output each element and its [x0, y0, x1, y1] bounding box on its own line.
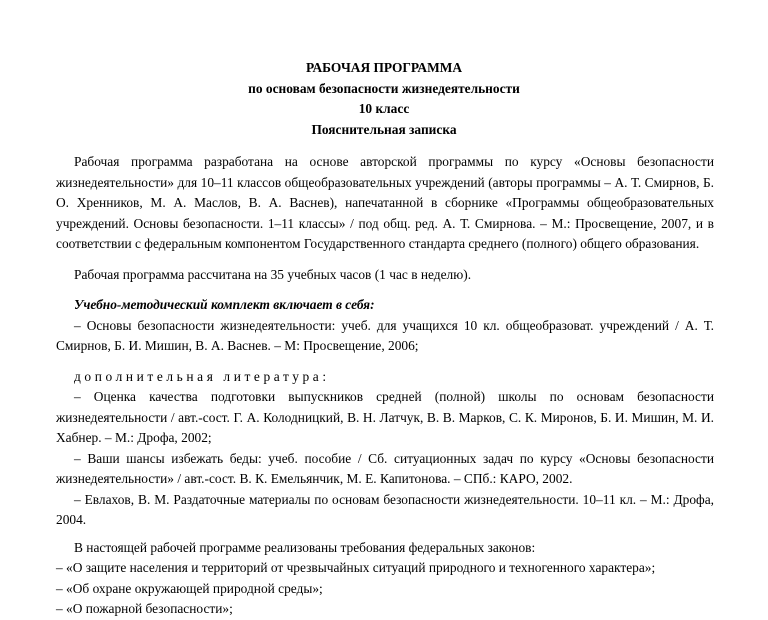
doc-title: РАБОЧАЯ ПРОГРАММА	[305, 60, 463, 75]
kit-heading: Учебно-методический комплект включает в себя:	[74, 297, 375, 312]
extra-literature-heading: дополнительная литература:	[74, 368, 330, 384]
title-block	[0, 58, 768, 120]
doc-subject: по основам безопасности жизнедеятельности	[248, 80, 520, 96]
extra-item-2: – Ваши шансы избежать беды: учеб. пособие / Сб. ситуационных задач по курсу «Основы безопасности жизнедеятельности» / авт.-сост. В. К. Емельянчик, М. Е. Капитонова. – СПб.: КАРО, 2002.	[56, 450, 714, 486]
kit-item: – Основы безопасности жизнедеятельности: учеб. для учащихся 10 кл. общеобразоват. учреждений / А. Т. Смирнов, Б. И. Мишин, В. А. Васнев. – М: Просвещение, 2006;	[56, 317, 714, 353]
extra-item-1: – Оценка качества подготовки выпускников средней (полной) школы по основам безопасности жизнедеятельности / авт.-сост. Г. А. Колодницкий, В. Н. Латчук, В. В. Марков, С. К. Миронов, Б. И. Мишин, М. И. Хабнер. – М.: Дрофа, 2002;	[56, 389, 714, 445]
document-body	[56, 152, 714, 620]
law-item-3: – «О пожарной безопасности»;	[56, 601, 233, 616]
law-item-2: – «Об охране окружающей природной среды»;	[56, 580, 323, 596]
hours-paragraph: Рабочая программа рассчитана на 35 учебных часов (1 час в неделю).	[74, 266, 472, 282]
intro-paragraph: Рабочая программа разработана на основе авторской программы по курсу «Основы безопасности жизнедеятельности» для 10–11 классов общеобразовательных учреждений (авторы программы – А. Т. Смирнов, Б. О. Хренников, М. А. Маслов, В. А. Васнев), напечатанной в сборнике «Программы общеобразовательных учреждений. Основы безопасности. 1–11 классы» / под общ. ред. А. Т. Смирнова. – М.: Просвещение, 2007, и в соответствии с федеральным компонентом Государственного стандарта среднего (полного) общего образования.	[56, 154, 714, 251]
extra-item-3: – Евлахов, В. М. Раздаточные материалы по основам безопасности жизнедеятельности. 10–11 кл. – М.: Дрофа, 2004.	[56, 491, 714, 527]
law-item-1: – «О защите населения и территорий от чрезвычайных ситуаций природного и техногенного характера»;	[56, 560, 656, 575]
doc-grade: 10 класс	[358, 101, 410, 116]
section-heading: Пояснительная записка	[311, 122, 457, 137]
laws-heading: В настоящей рабочей программе реализованы требования федеральных законов:	[74, 539, 536, 555]
